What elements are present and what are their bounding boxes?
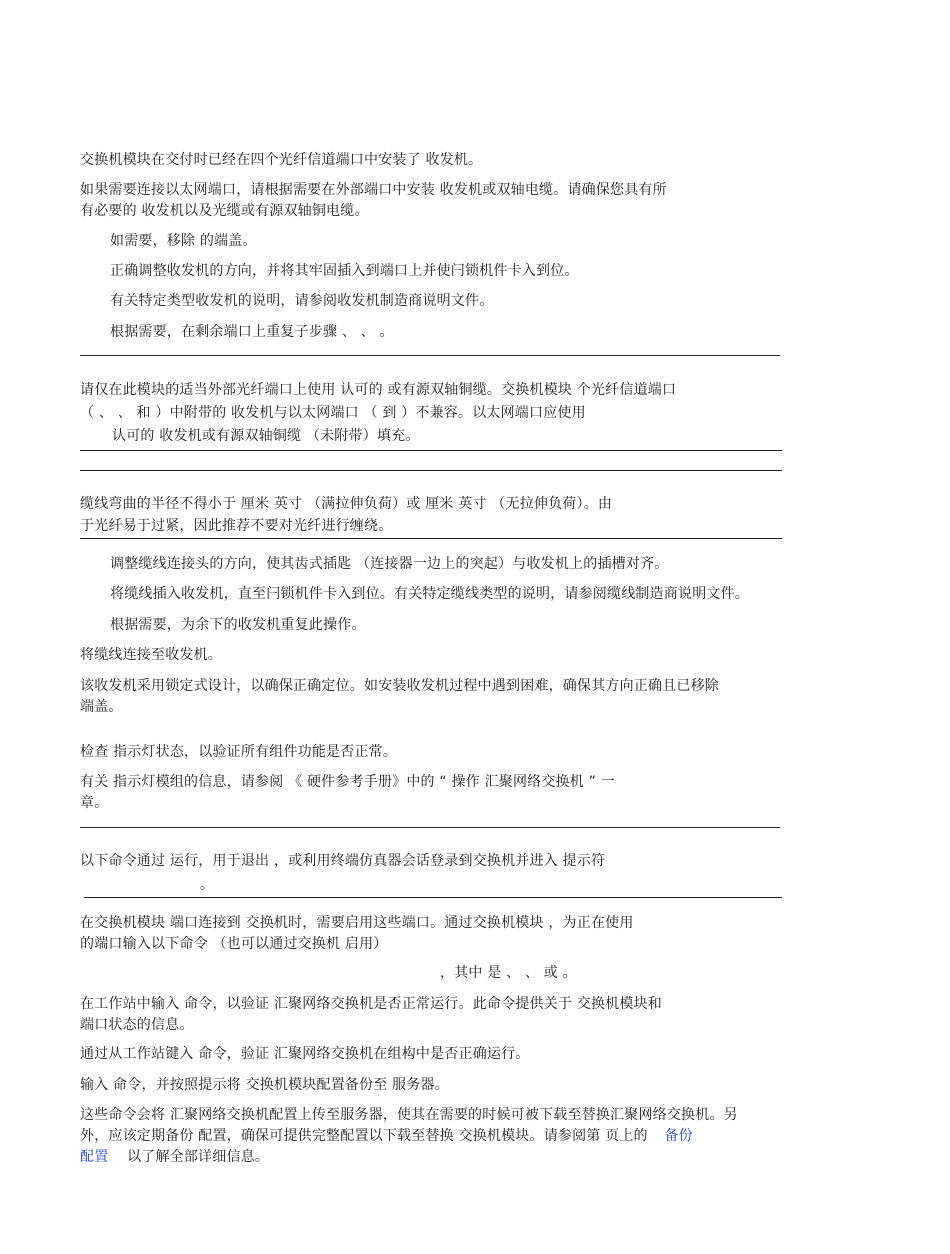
lock-design-line-2: 端盖。 (80, 699, 123, 715)
step-remove-cap: 如需要，移除 的端盖。 (110, 233, 257, 249)
led-info-line-1: 有关 指示灯模组的信息，请参阅 《 硬件参考手册》中的 “ 操作 汇聚网络交换机 ” 一 (80, 774, 615, 790)
paragraph-fc-ports: 交换机模块在交付时已经在四个光纤信道端口中安装了 收发机。 (80, 152, 483, 168)
command-note-line-2: 。 (200, 877, 215, 893)
divider (84, 897, 782, 898)
divider (80, 827, 780, 828)
backup-command: 输入 命令，并按照提示将 交换机模块配置备份至 服务器。 (80, 1077, 449, 1093)
cable-step-repeat: 根据需要，为余下的收发机重复此操作。 (110, 617, 366, 633)
final-note-text-end: 以了解全部详细信息。 (127, 1149, 270, 1165)
final-note-line-1: 这些命令会将 汇聚网络交换机配置上传至服务器，使其在需要的时候可被下载至替换汇聚网络交换机。另 (80, 1107, 738, 1123)
verify-fabric: 通过从工作站键入 命令，验证 汇聚网络交换机在组构中是否正确运行。 (80, 1046, 530, 1062)
step-repeat: 根据需要，在剩余端口上重复子步骤 、 、 。 (110, 324, 394, 340)
bend-radius-line-1: 缆线弯曲的半径不得小于 厘米 英寸 （满拉伸负荷）或 厘米 英寸 （无拉伸负荷）。由 (80, 496, 613, 512)
final-note-line-3 (80, 1147, 269, 1168)
divider (80, 450, 782, 451)
paragraph-ethernet-line-1: 如果需要连接以太网端口，请根据需要在外部端口中安装 收发机或双轴电缆。请确保您具有所 (80, 182, 667, 198)
paragraph-ethernet-line-2: 有必要的 收发机以及光缆或有源双轴铜电缆。 (80, 203, 369, 219)
cable-step-insert: 将缆线插入收发机，直至闩锁机件卡入到位。有关特定缆线类型的说明，请参阅缆线制造商说明文件。 (110, 586, 749, 602)
command-note-line-1: 以下命令通过 运行，用于退出 ，或利用终端仿真器会话登录到交换机并进入 提示符 (80, 853, 606, 869)
step-insert-transceiver: 正确调整收发机的方向，并将其牢固插入到端口上并使闩锁机件卡入到位。 (110, 263, 579, 279)
cable-step-align: 调整缆线连接头的方向，使其齿式插匙 （连接器一边上的突起）与收发机上的插槽对齐。 (110, 556, 669, 572)
backup-config-link[interactable]: 备份 (664, 1128, 693, 1144)
enable-ports-line-1: 在交换机模块 端口连接到 交换机时，需要启用这些端口。通过交换机模块 ，为正在使用 (80, 915, 634, 931)
final-note-text: 外，应该定期备份 配置，确保可提供完整配置以下载至替换 交换机模块。请参阅第 页上的 (80, 1128, 648, 1144)
led-info-line-2: 章。 (80, 795, 109, 811)
connect-cable: 将缆线连接至收发机。 (80, 647, 222, 663)
enable-ports-line-2: 的端口输入以下命令 （也可以通过交换机 启用） (80, 936, 388, 952)
note-cable-line-1: 请仅在此模块的适当外部光纤端口上使用 认可的 或有源双轴铜缆。交换机模块 个光纤信道端口 (80, 382, 677, 398)
check-led: 检查 指示灯状态，以验证所有组件功能是否正常。 (80, 744, 398, 760)
command-where: ，其中 是 、 、 或 。 (440, 965, 577, 981)
verify-switch-line-1: 在工作站中输入 命令，以验证 汇聚网络交换机是否正常运行。此命令提供关于 交换机模块和 (80, 996, 662, 1012)
divider (80, 355, 780, 356)
lock-design-line-1: 该收发机采用锁定式设计，以确保正确定位。如安装收发机过程中遇到困难，确保其方向正确且已移除 (80, 678, 719, 694)
final-note-line-2 (80, 1126, 693, 1147)
step-refer-docs: 有关特定类型收发机的说明，请参阅收发机制造商说明文件。 (110, 293, 494, 309)
backup-config-link-cont[interactable]: 配置 (80, 1149, 109, 1165)
bend-radius-line-2: 于光纤易于过紧，因此推荐不要对光纤进行缠绕。 (80, 518, 393, 534)
divider (80, 538, 782, 539)
note-cable-line-3: 认可的 收发机或有源双轴铜缆 （未附带）填充。 (112, 428, 420, 444)
note-cable-line-2: （ 、 、 和 ）中附带的 收发机与以太网端口 （ 到 ）不兼容。以太网端口应使用 (80, 405, 586, 421)
divider (80, 470, 782, 471)
verify-switch-line-2: 端口状态的信息。 (80, 1017, 194, 1033)
